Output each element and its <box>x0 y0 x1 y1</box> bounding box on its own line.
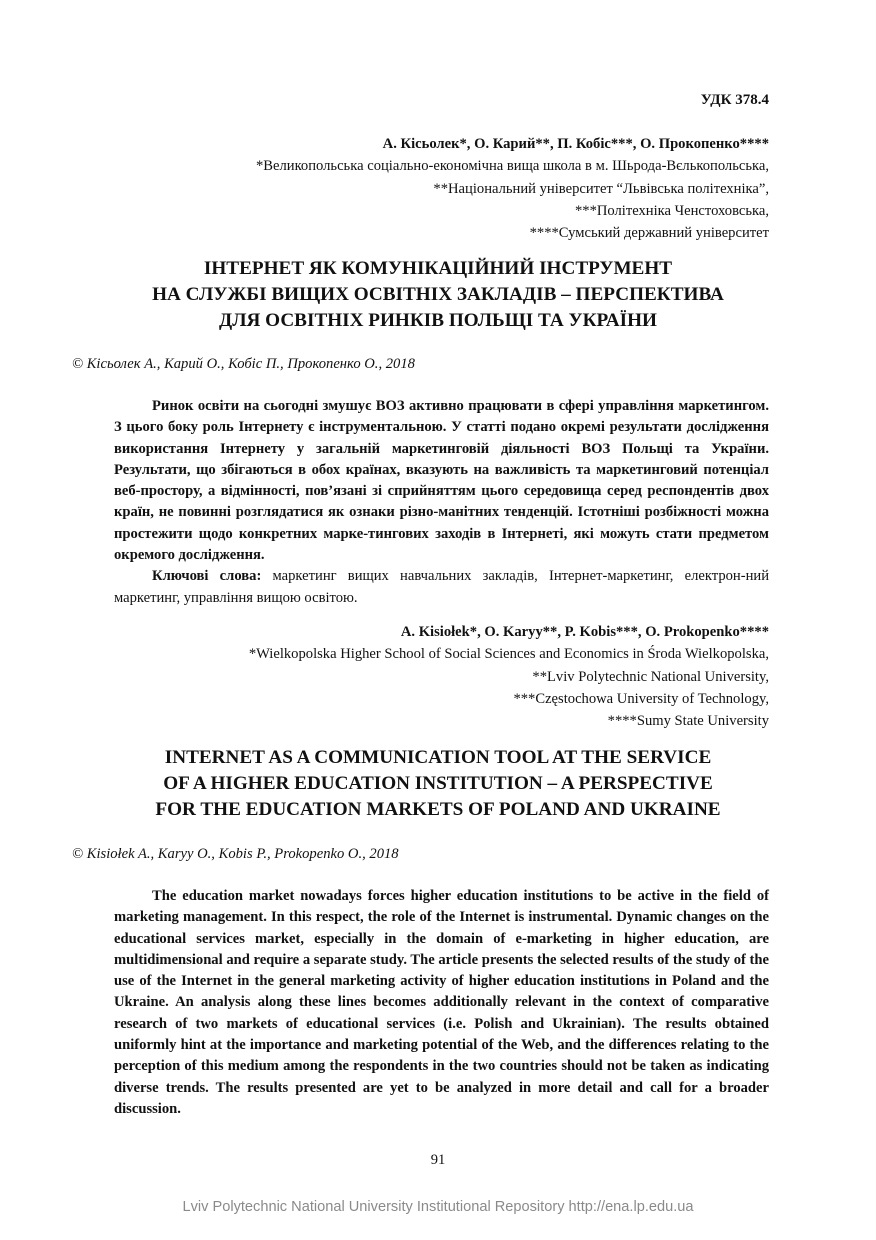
authors-block-ua <box>109 133 769 244</box>
udc-code: УДК 378.4 <box>700 92 769 108</box>
keywords-text: маркетинг вищих навчальних закладів, Інтернет-маркетинг, електрон-ний маркетинг, управління вищою освітою. <box>114 568 770 606</box>
authors-block-en <box>109 621 769 732</box>
keywords-label: Ключові слова: <box>152 568 262 585</box>
article-title-en <box>60 745 816 823</box>
affiliation-ua-1: *Великопольська соціально-економічна вища школа в м. Шьрода-Вєлькопольська, <box>255 158 769 175</box>
copyright-en: © Kisiołek A., Karyy O., Kobis P., Prokopenko O., 2018 <box>72 846 399 862</box>
affiliation-en-3: ***Częstochowa University of Technology, <box>513 690 769 707</box>
affiliation-en-4: ****Sumy State University <box>607 713 769 730</box>
abstract-en <box>114 886 769 1120</box>
title-en-line: FOR THE EDUCATION MARKETS OF POLAND AND UKRAINE <box>155 799 721 820</box>
title-ua-line: ІНТЕРНЕТ ЯК КОМУНІКАЦІЙНИЙ ІНСТРУМЕНТ <box>203 258 673 279</box>
author-names-ua: А. Кісьолек*, О. Карий**, П. Кобіс***, О. Прокопенко**** <box>382 136 769 152</box>
affiliation-ua-3: ***Політехніка Ченстоховська, <box>574 202 769 219</box>
article-title-ua <box>60 256 816 334</box>
repository-footer: Lviv Polytechnic National University Institutional Repository http://ena.lp.edu.ua <box>182 1199 694 1215</box>
abstract-en-text: The education market nowadays forces higher education institutions to be active in the field of marketing management. In this respect, the role of the Internet is instrumental. Dynamic changes on the educational services market, especially in the domain of e-marketing in higher education, are multidimensional and require a separate study. The article presents the selected results of the study of the use of the Internet in the general marketing activity of higher education institutions in Poland and the Ukraine. An analysis along these lines becomes additionally relevant in the context of comparative research of two markets of educational services (i.e. Polish and Ukrainian). The results obtained uniformly hint at the importance and marketing potential of the Web, and the differences relating to the perception of this medium among the respondents in the two countries should not be taken as indicating diverse trends. The results presented are yet to be analyzed in more detail and call for a broader discussion. <box>114 888 769 1117</box>
title-ua-line: НА СЛУЖБІ ВИЩИХ ОСВІТНІХ ЗАКЛАДІВ – ПЕРСПЕКТИВА <box>152 284 724 305</box>
affiliation-en-1: *Wielkopolska Higher School of Social Sciences and Economics in Środa Wielkopolska, <box>248 646 769 663</box>
title-en-line: INTERNET AS A COMMUNICATION TOOL AT THE SERVICE <box>164 747 712 768</box>
abstract-ua-text: Ринок освіти на сьогодні змушує ВОЗ активно працювати в сфері управління маркетингом. З цього боку роль Інтернету є інструментальною. У статті подано окремі результати дослідження використання Інтернету у загальній маркетинговій діяльності ВОЗ Польщі та України. Результати, що збігаються в обох країнах, вказують на важливість та маркетинговий потенціал веб-простору, а відмінності, пов’язані зі сприйняттям цього середовища серед респондентів двох країн, не повинні розглядатися як ознаки різно-манітних тенденцій. Істотніші розбіжності можна простежити щодо конкретних марке-тингових заходів в Інтернеті, які можуть стати предметом окремого дослідження. <box>114 398 769 564</box>
affiliation-ua-2: **Національний університет “Львівська політехніка”, <box>433 180 769 197</box>
keywords-ua <box>114 566 769 609</box>
title-ua-line: ДЛЯ ОСВІТНІХ РИНКІВ ПОЛЬЩІ ТА УКРАЇНИ <box>219 310 657 331</box>
page-number: 91 <box>430 1152 446 1168</box>
abstract-ua <box>114 396 769 609</box>
affiliation-en-2: **Lviv Polytechnic National University, <box>532 668 769 685</box>
title-en-line: OF A HIGHER EDUCATION INSTITUTION – A PERSPECTIVE <box>163 773 713 794</box>
affiliation-ua-4: ****Сумський державний університет <box>529 225 769 242</box>
copyright-ua: © Кісьолек А., Карий О., Кобіс П., Прокопенко О., 2018 <box>72 356 415 372</box>
author-names-en: A. Kisiołek*, O. Karyy**, P. Kobis***, O. Prokopenko**** <box>400 624 769 640</box>
